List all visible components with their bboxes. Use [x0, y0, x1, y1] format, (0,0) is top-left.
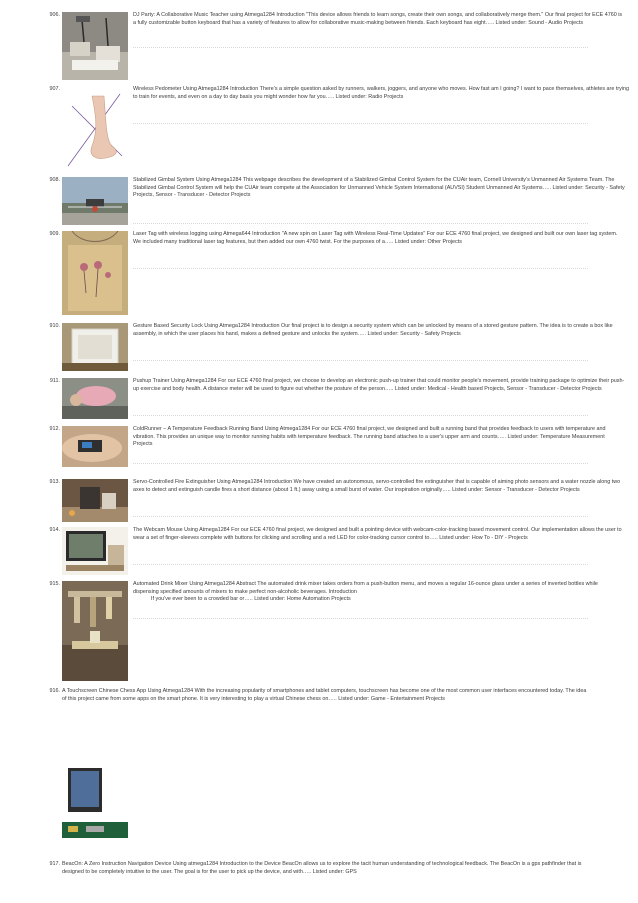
running-band-photo: [62, 426, 128, 467]
divider: [133, 463, 588, 464]
divider: [133, 415, 588, 416]
item-number: 906.: [49, 12, 60, 18]
thumbnail-image[interactable]: [62, 581, 128, 681]
item-description[interactable]: Pushup Trainer Using Atmega1284 For our ECE 4760 final project, we choose to develop an electronic push-up trainer that could monitor people's movement, provide training package to optimize their push-up exercise and body health. A distance meter will be used to figure out whether the posture of the person….. Listed under: Medical - Health based Projects, Sensor - Transducer - Detector Projects: [133, 378, 625, 392]
webcam-mouse-photo: [62, 527, 128, 575]
item-number: 907.: [49, 86, 60, 92]
item-number: 911.: [49, 378, 60, 384]
item-number: 908.: [49, 177, 60, 183]
item-number: 912.: [49, 426, 60, 432]
foot-pedometer-diagram: [62, 86, 128, 170]
item-number: 914.: [49, 527, 60, 533]
item-description[interactable]: Gesture Based Security Lock Using Atmega1284 Introduction Our final project is to design a security system which can be unlocked by means of a stored gesture pattern. The idea is to create a box like assembly, in which the user places his hand, makes a defined gesture and unlocks the system….. Listed under: Security - Safety Projects: [133, 323, 613, 337]
item-number: 910.: [49, 323, 60, 329]
thumbnail-image[interactable]: [62, 323, 128, 371]
thumbnail-image[interactable]: [62, 768, 128, 843]
item-description[interactable]: [133, 581, 625, 604]
item-number: 916.: [49, 688, 60, 694]
thumbnail-image[interactable]: [62, 12, 128, 80]
divider: [133, 123, 588, 124]
divider: [133, 618, 588, 619]
item-description[interactable]: DJ Party: A Collaborative Music Teacher using Atmega1284 Introduction "This device allows friends to learn songs, create their own songs, and collaboratively merge them." Our final project for ECE 4760 is a fully customizable button keyboard that has a variety of features to allow for collaborative music-making between friends. Each keyboard has eight….. Listed under: Sound - Audio Projects: [133, 12, 623, 26]
divider: [133, 47, 588, 48]
keyboard-device-photo: [62, 12, 128, 80]
thumbnail-image[interactable]: [62, 177, 128, 225]
item-number: 915.: [49, 581, 60, 587]
thumbnail-image[interactable]: [62, 378, 128, 419]
item-description[interactable]: A Touchscreen Chinese Chess App Using Atmega1284 With the increasing popularity of smartphones and tablet computers, touchscreen has become one of the most common user interfaces encountered today. The idea of this project came from some apps on the smart phone. It is very interesting to play a virtual Chinese chess on….. Listed under: Game - Entertainment Projects: [62, 688, 587, 702]
item-description[interactable]: BeacOn: A Zero Instruction Navigation Device Using atmega1284 Introduction to the Device BeacOn allows us to explore the tacit human understanding of technological feedback. The BeacOn is a gps pathfinder that is designed to be completely intuitive to the user. The goal is for the user to pick up the device, and with….. Listed under: GPS: [62, 861, 582, 875]
item-description[interactable]: The Webcam Mouse Using Atmega1284 For our ECE 4760 final project, we designed and built a pointing device with webcam-color-tracking based movement control. Our implementation allows the user to wear a set of finger-sleeves complete with buttons for clicking and scrolling and a red LED for color-tracking cursor control to….. Listed under: How To - DIY - Projects: [133, 527, 622, 541]
touchscreen-board-photo: [62, 768, 128, 843]
divider: [133, 360, 588, 361]
thumbnail-image[interactable]: [62, 527, 128, 575]
pushup-photo: [62, 378, 128, 419]
divider: [133, 564, 588, 565]
item-number: 913.: [49, 479, 60, 485]
gimbal-rig-photo: [62, 177, 128, 225]
description-part: Automated Drink Mixer Using Atmega1284 Abstract The automated drink mixer takes orders from a push-button menu, and moves a regular 16-ounce glass under a series of inverted bottles while dispensing specified amounts of mixers to make perfect non-alcoholic beverages. Introduction: [133, 581, 598, 595]
item-description[interactable]: Stabilized Gimbal System Using Atmega1284 This webpage describes the development of a Stabilized Gimbal Control System for the CUAir team, Cornell University’s Unmanned Air Systems Team. The Stabilized Gimbal Control System will help the CUAir team compete at the Association for Unmanned Vehicle System International (AUVSI) Student Unmanned Air Systems….. Listed under: Security - Safety Projects, Sensor - Transducer - Detector Projects: [133, 177, 625, 199]
thumbnail-image[interactable]: [62, 426, 128, 467]
thumbnail-image[interactable]: [62, 479, 128, 522]
item-number: 909.: [49, 231, 60, 237]
item-description[interactable]: Servo-Controlled Fire Extinguisher Using Atmega1284 Introduction We have created an autonomous, servo-controlled fire extinguisher that is capable of aiming photo sensors and a water nozzle along two axes to detect and extinguish candle fires a short distance (about 1 ft.) away using a small burst of water. Our inspiration originally….. Listed under: Sensor - Transducer - Detector Projects: [133, 479, 621, 493]
divider: [133, 516, 588, 517]
item-description[interactable]: Laser Tag with wireless logging using Atmega644 Introduction "A new spin on Laser Tag with Wireless Real-Time Updates" For our ECE 4760 final project, we designed and built our own laser tag system. We included many traditional laser tag features, but then added our own 4760 twist. For the purposes of a….. Listed under: Other Projects: [133, 231, 618, 245]
divider: [133, 223, 588, 224]
gesture-box-photo: [62, 323, 128, 371]
fire-extinguisher-photo: [62, 479, 128, 522]
thumbnail-image[interactable]: [62, 86, 128, 170]
item-description[interactable]: ColdRunner – A Temperature Feedback Running Band Using Atmega1284 For our ECE 4760 final project, we designed and built a running band that provides feedback to users with temperature and vibration. This provides an unique way to monitor running habits with temperature feedback. The running band attaches to a user's upper arm and counts….. Listed under: Temperature Measurement Projects: [133, 426, 606, 448]
drink-mixer-photo: [62, 581, 128, 681]
description-part: If you've ever been to a crowded bar or….. Listed under: Home Automation Projects: [151, 596, 351, 603]
divider: [133, 268, 588, 269]
item-description[interactable]: Wireless Pedometer Using Atmega1284 Introduction There’s a simple question asked by runners, walkers, joggers, and anyone who moves. How fast am I going? I want to pace themselves, athletes are trying to train for events, and even on a day to day basis you might wonder how far you….. Listed under: Radio Projects: [133, 86, 629, 100]
item-number: 917.: [49, 861, 60, 867]
laser-tag-board-photo: [62, 231, 128, 315]
thumbnail-image[interactable]: [62, 231, 128, 315]
